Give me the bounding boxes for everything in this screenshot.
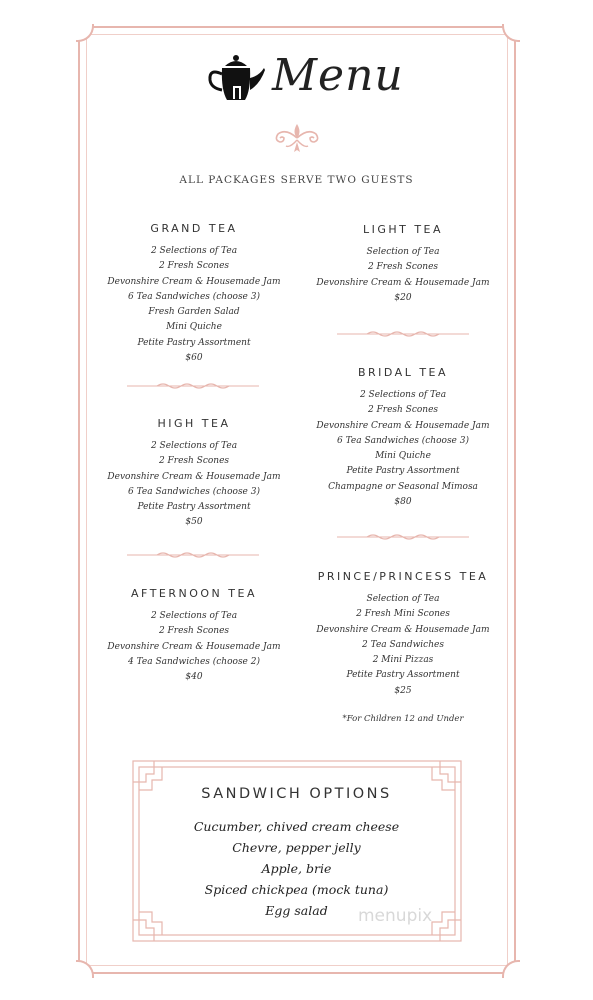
package-item: 6 Tea Sandwiches (choose 3) [337,435,469,446]
package-item: Devonshire Cream & Housemade Jam [316,277,490,288]
package-item: Devonshire Cream & Housemade Jam [107,641,281,652]
package-name: HIGH TEA [157,417,231,430]
package-item: 2 Fresh Mini Scones [356,609,450,620]
teapot-icon [205,50,267,106]
package-name: GRAND TEA [150,222,238,235]
package-item: Devonshire Cream & Housemade Jam [107,276,281,287]
watermark: menupix [358,906,433,926]
package-item: 4 Tea Sandwiches (choose 2) [128,656,260,667]
sandwich-item: Spiced chickpea (mock tuna) [204,882,389,897]
sandwich-item: Apple, brie [261,861,332,876]
package-afternoon-tea [98,587,290,685]
package-item: Fresh Garden Salad [148,307,240,318]
package-item: 2 Selections of Tea [359,390,447,400]
package-item: Selection of Tea [366,594,440,604]
package-name: BRIDAL TEA [357,366,449,379]
package-bridal-tea [306,366,500,510]
package-price: $60 [185,353,203,364]
package-price: $20 [394,292,412,303]
package-grand-tea [98,222,290,366]
package-item: 2 Mini Pizzas [372,655,434,666]
package-item: 2 Selections of Tea [150,441,238,451]
package-item: Champagne or Seasonal Mimosa [328,481,478,492]
package-item: Petite Pastry Assortment [137,337,251,348]
package-price: $50 [185,517,203,528]
package-item: 2 Selections of Tea [150,611,238,621]
divider-ornament [127,551,259,559]
package-price: $25 [394,685,412,696]
package-item: 2 Fresh Scones [367,262,439,273]
package-item: Devonshire Cream & Housemade Jam [107,471,281,482]
flourish-icon [272,120,322,156]
sandwich-item: Cucumber, chived cream cheese [193,819,400,834]
sandwich-options-list [0,816,593,921]
divider-ornament [337,330,469,338]
package-name: LIGHT TEA [362,223,444,236]
package-light-tea [306,223,500,306]
divider-ornament [127,382,259,390]
sandwich-item: Egg salad [265,903,328,918]
sandwich-options-title: SANDWICH OPTIONS [201,786,392,802]
package-item: Petite Pastry Assortment [346,466,460,477]
menu-header [0,44,593,114]
package-item: Mini Quiche [166,322,222,333]
package-item: Mini Quiche [375,451,431,462]
package-item: Petite Pastry Assortment [137,502,251,513]
package-prince-princess-tea [306,570,500,727]
package-name: PRINCE/PRINCESS TEA [317,570,489,583]
package-item: 2 Selections of Tea [150,246,238,256]
package-item: 2 Tea Sandwiches [362,639,444,650]
package-item: Devonshire Cream & Housemade Jam [316,420,490,431]
subtitle: ALL PACKAGES SERVE TWO GUESTS [179,174,414,186]
sandwich-item: Chevre, pepper jelly [232,840,361,855]
package-item: 2 Fresh Scones [158,261,230,272]
menu-title: Menu [272,50,404,101]
package-item: 2 Fresh Scones [367,405,439,416]
package-item: Petite Pastry Assortment [346,670,460,681]
package-item: Devonshire Cream & Housemade Jam [316,624,490,635]
package-item: Selection of Tea [366,247,440,257]
package-item: 6 Tea Sandwiches (choose 3) [128,486,260,497]
package-item: 2 Fresh Scones [158,456,230,467]
package-item: 2 Fresh Scones [158,626,230,637]
divider-ornament [337,533,469,541]
package-high-tea [98,417,290,531]
package-item: 6 Tea Sandwiches (choose 3) [128,291,260,302]
package-name: AFTERNOON TEA [131,587,257,600]
package-note: *For Children 12 and Under [342,714,464,725]
package-price: $80 [394,497,412,508]
package-price: $40 [185,672,203,683]
